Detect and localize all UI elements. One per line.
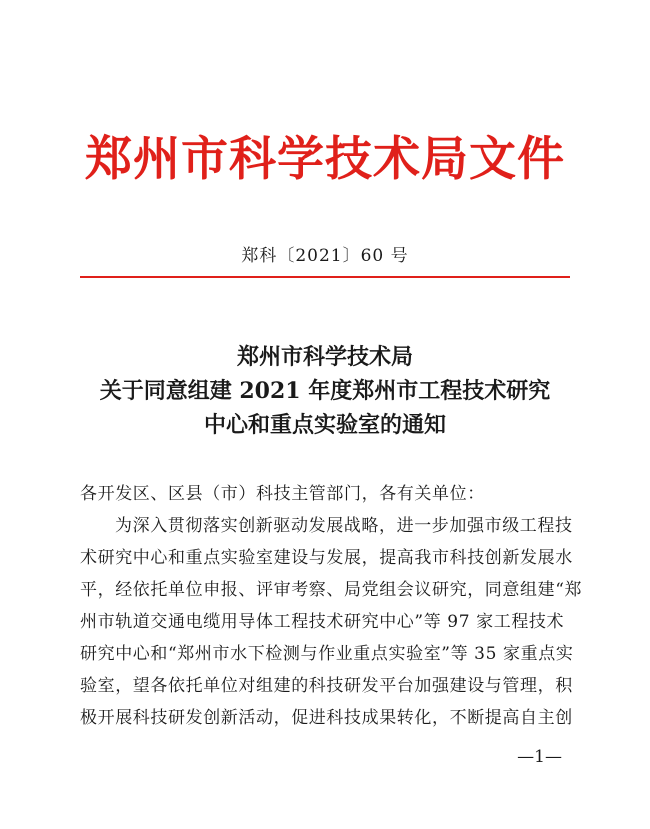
notice-title-line: 郑州市科学技术局 bbox=[236, 344, 413, 370]
red-header-title: 郑州市科学技术局文件 bbox=[85, 132, 565, 187]
notice-title-line: 中心和重点实验室的通知 bbox=[203, 412, 446, 438]
body-line: 验室，望各依托单位对组建的科技研发平台加强建设与管理，积 bbox=[80, 676, 573, 696]
body-line: 术研究中心和重点实验室建设与发展，提高我市科技创新发展水 bbox=[80, 548, 573, 568]
document-number: 郑科〔2021〕60 号 bbox=[241, 246, 409, 266]
body-line: 为深入贯彻落实创新驱动发展战略，进一步加强市级工程技 bbox=[115, 516, 573, 536]
salutation: 各开发区、区县（市）科技主管部门，各有关单位： bbox=[80, 484, 485, 504]
body-line: 极开展科技研发创新活动，促进科技成果转化，不断提高自主创 bbox=[80, 708, 573, 728]
body-line: 平，经依托单位申报、评审考察、局党组会议研究，同意组建“郑 bbox=[80, 580, 583, 600]
page-number: —1— bbox=[517, 747, 562, 767]
body-line: 州市轨道交通电缆用导体工程技术研究中心”等 97 家工程技术 bbox=[80, 612, 565, 632]
notice-title bbox=[0, 340, 650, 442]
body-line: 研究中心和“郑州市水下检测与作业重点实验室”等 35 家重点实 bbox=[80, 644, 574, 664]
notice-body bbox=[80, 478, 583, 734]
notice-title-line: 关于同意组建 2021 年度郑州市工程技术研究 bbox=[99, 378, 551, 404]
red-divider-line bbox=[80, 276, 570, 278]
